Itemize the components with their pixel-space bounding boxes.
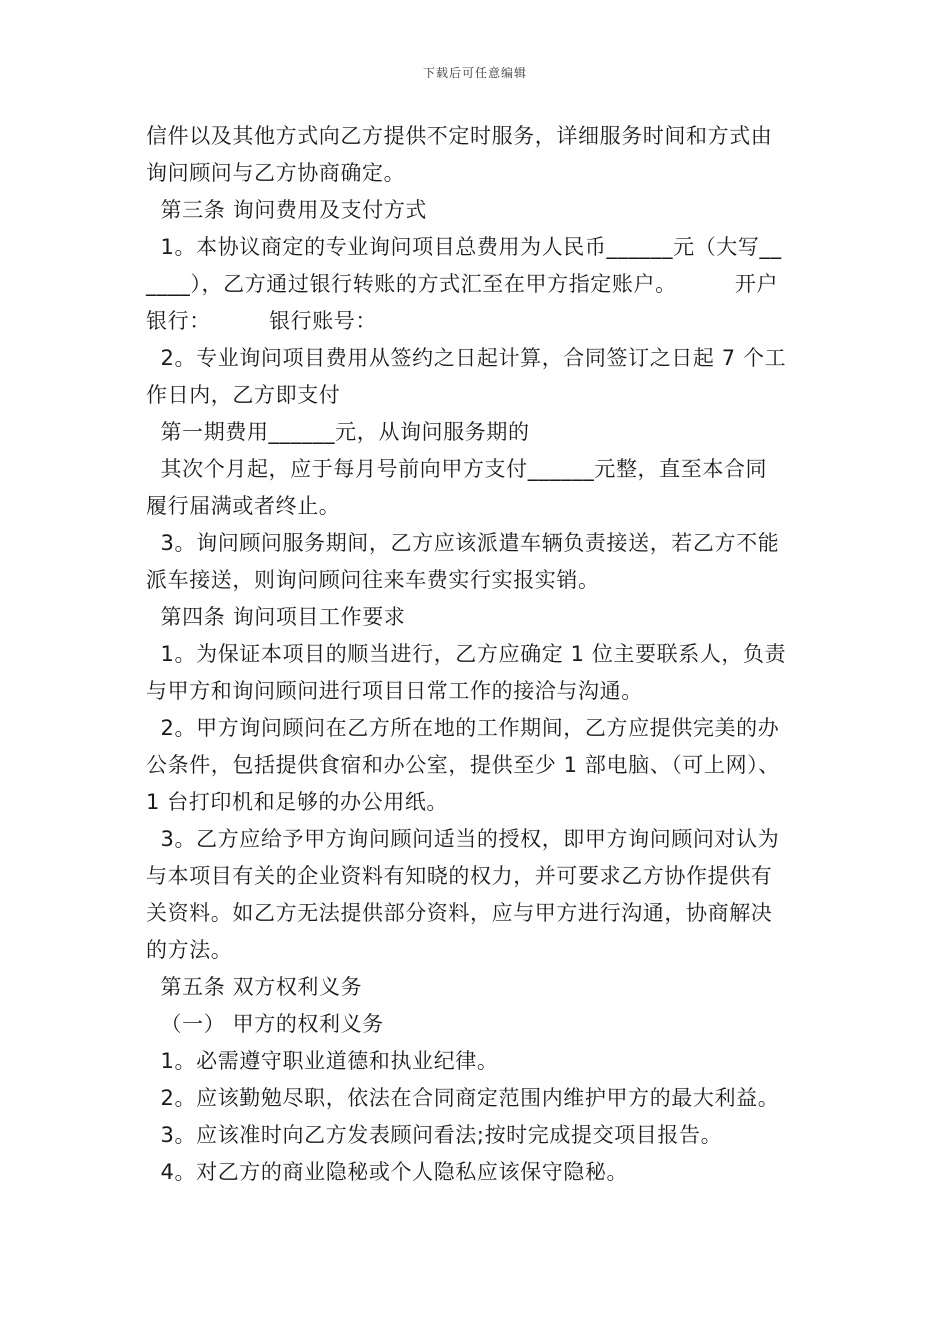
text-line: 银行： 银行账号： bbox=[146, 309, 378, 333]
text-line: 3。应该准时向乙方发表顾问看法;按时完成提交项目报告。 bbox=[146, 1123, 723, 1147]
text-line: 的方法。 bbox=[146, 938, 233, 962]
text-line: 2。专业询问项目费用从签约之日起计算，合同签订之日起 7 个工 bbox=[146, 346, 787, 370]
text-line: 作日内，乙方即支付 bbox=[146, 383, 341, 407]
section-heading: 第四条 询问项目工作要求 bbox=[146, 605, 406, 629]
section-heading: 第五条 双方权利义务 bbox=[146, 975, 363, 999]
document-body bbox=[146, 118, 816, 1191]
text-line: 其次个月起，应于每月号前向甲方支付______元整，直至本合同 bbox=[146, 457, 768, 481]
text-line: 履行届满或者终止。 bbox=[146, 494, 341, 518]
text-line: 4。对乙方的商业隐秘或个人隐私应该保守隐秘。 bbox=[146, 1160, 629, 1184]
text-line: 3。乙方应给予甲方询问顾问适当的授权，即甲方询问顾问对认为 bbox=[146, 827, 780, 851]
text-line: 2。应该勤勉尽职，依法在合同商定范围内维护甲方的最大利益。 bbox=[146, 1086, 780, 1110]
text-line: 与甲方和询问顾问进行项目日常工作的接洽与沟通。 bbox=[146, 679, 643, 703]
page-header: 下载后可任意编辑 bbox=[422, 66, 527, 80]
text-line: 公条件，包括提供食宿和办公室，提供至少 1 部电脑、（可上网）、 bbox=[146, 753, 780, 777]
text-line: ____），乙方通过银行转账的方式汇至在甲方指定账户。 开户 bbox=[146, 272, 779, 296]
text-line: 2。甲方询问顾问在乙方所在地的工作期间，乙方应提供完美的办 bbox=[146, 716, 780, 740]
text-line: 询问顾问与乙方协商确定。 bbox=[146, 161, 406, 185]
text-line: 1。必需遵守职业道德和执业纪律。 bbox=[146, 1049, 499, 1073]
text-line: 1。本协议商定的专业询问项目总费用为人民币______元（大写__ bbox=[146, 235, 782, 259]
text-line: 1。为保证本项目的顺当进行，乙方应确定 1 位主要联系人，负责 bbox=[146, 642, 787, 666]
text-line: 关资料。如乙方无法提供部分资料，应与甲方进行沟通，协商解决 bbox=[146, 901, 773, 925]
text-line: 信件以及其他方式向乙方提供不定时服务，详细服务时间和方式由 bbox=[146, 124, 773, 148]
text-line: 1 台打印机和足够的办公用纸。 bbox=[146, 790, 449, 814]
text-line: 3。询问顾问服务期间，乙方应该派遣车辆负责接送，若乙方不能 bbox=[146, 531, 780, 555]
subsection-heading: （一） 甲方的权利义务 bbox=[146, 1012, 384, 1036]
section-heading: 第三条 询问费用及支付方式 bbox=[146, 198, 428, 222]
text-line: 第一期费用______元，从询问服务期的 bbox=[146, 420, 530, 444]
text-line: 与本项目有关的企业资料有知晓的权力，并可要求乙方协作提供有 bbox=[146, 864, 773, 888]
text-line: 派车接送，则询问顾问往来车费实行实报实销。 bbox=[146, 568, 600, 592]
